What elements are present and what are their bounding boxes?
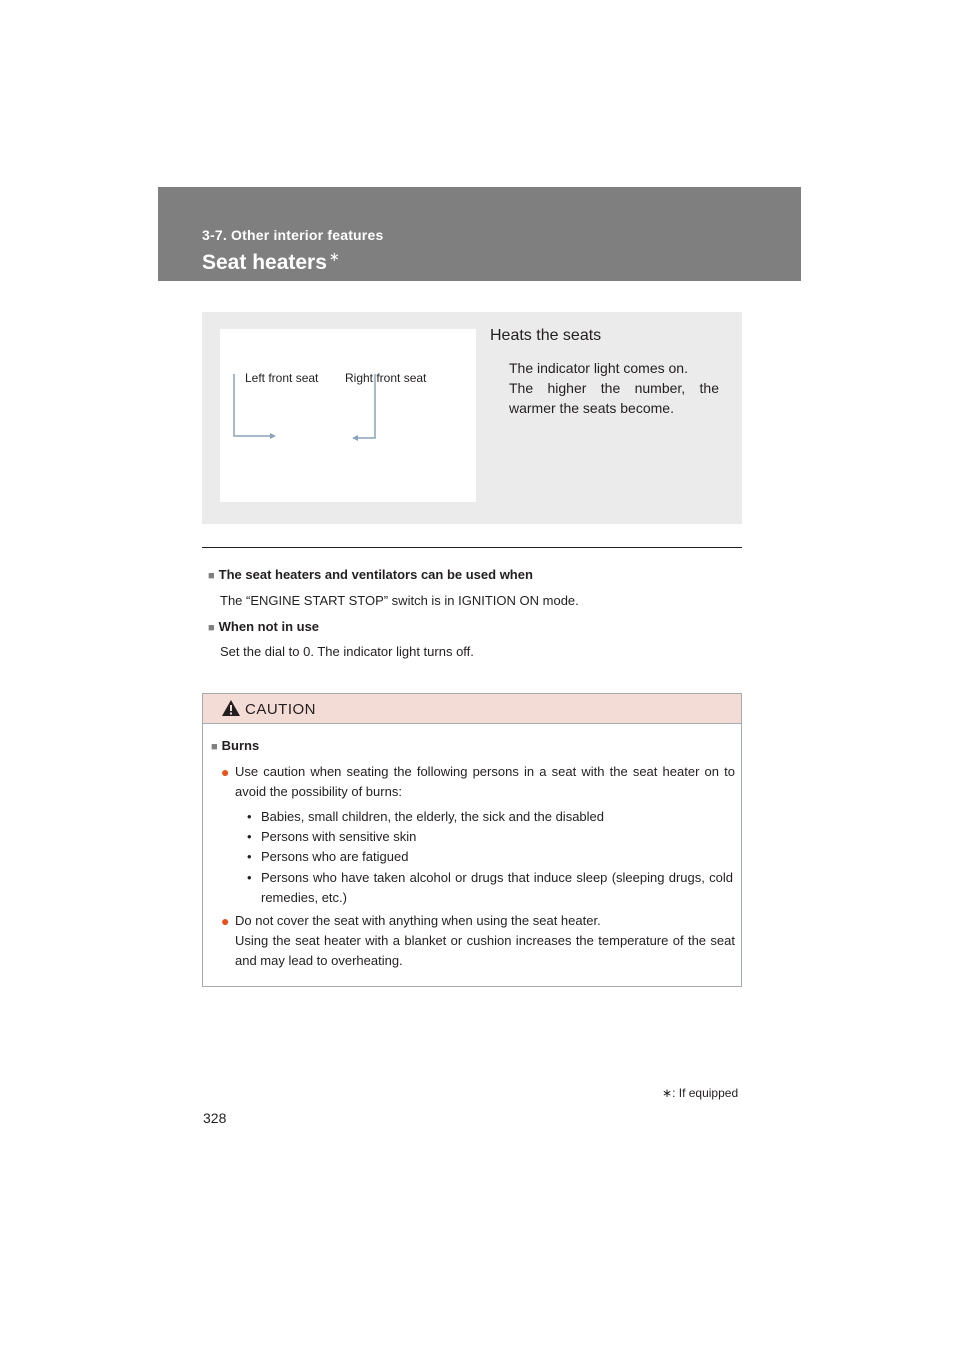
note-heading (208, 619, 319, 634)
section-title: 3-7. Other interior features (202, 227, 384, 243)
figure-desc-line: The higher the number, the (509, 380, 719, 396)
sub-bullet-icon: • (247, 809, 252, 824)
optional-equipment-mark: ∗ (662, 1086, 673, 1100)
sub-bullet-icon: • (247, 849, 252, 864)
figure-heading: Heats the seats (490, 327, 602, 344)
footnote-text: : If equipped (672, 1086, 739, 1100)
note-heading (208, 567, 533, 582)
sub-bullet-icon: • (247, 870, 252, 885)
bullet-dot-icon: ● (221, 764, 230, 780)
optional-equipment-mark: ∗ (328, 249, 340, 264)
page-title-text: Seat heaters (202, 251, 327, 274)
figure-desc-line: warmer the seats become. (509, 400, 674, 416)
caution-title: CAUTION (245, 701, 316, 718)
caution-sub-item (247, 847, 733, 867)
note-body: The “ENGINE START STOP” switch is in IGNITION ON mode. (220, 593, 579, 608)
right-seat-arrowhead (352, 435, 358, 441)
caution-header (203, 694, 741, 724)
divider (202, 547, 742, 548)
caution-sub-item (247, 827, 733, 847)
note-heading-text: When not in use (218, 619, 320, 634)
square-bullet-icon: ■ (211, 741, 218, 753)
note-body: Set the dial to 0. The indicator light turns off. (220, 644, 474, 659)
caution-bullet (221, 911, 735, 971)
page-title (202, 249, 340, 275)
square-bullet-icon: ■ (208, 570, 215, 582)
left-front-seat-label: Left front seat (245, 371, 319, 385)
caution-bullet-text: Do not cover the seat with anything when using the seat heater. (235, 913, 601, 928)
caution-box (202, 693, 742, 987)
illustration-panel (202, 312, 742, 524)
square-bullet-icon: ■ (208, 622, 215, 634)
caution-bullet (221, 762, 735, 802)
caution-bullet-text: Use caution when seating the following persons in a seat with the seat heater on to avoid the possibility of burns: (235, 764, 735, 799)
leader-lines (220, 329, 476, 502)
footnote (662, 1086, 738, 1100)
page-number: 328 (203, 1110, 227, 1126)
warning-triangle-icon (221, 699, 241, 717)
caution-sub-item (247, 807, 733, 827)
figure-desc-line: The indicator light comes on. (509, 360, 688, 376)
note-heading-text: The seat heaters and ventilators can be used when (218, 567, 533, 582)
right-front-seat-label: Right front seat (345, 371, 427, 385)
left-seat-arrowhead (270, 433, 276, 439)
sub-item-text: Babies, small children, the elderly, the sick and the disabled (261, 809, 605, 824)
sub-item-text: Persons with sensitive skin (261, 829, 417, 844)
illustration-area (220, 329, 476, 502)
sub-bullet-icon: • (247, 829, 252, 844)
sub-item-text: Persons who have taken alcohol or drugs that induce sleep (sleeping drugs, cold remedies, etc.) (261, 870, 733, 905)
figure-description (509, 358, 719, 418)
bullet-dot-icon: ● (221, 913, 230, 929)
caution-bullet-text: Using the seat heater with a blanket or cushion increases the temperature of the seat and may lead to overheating. (235, 933, 735, 968)
caution-heading-text: Burns (221, 738, 260, 753)
caution-heading (211, 738, 259, 753)
sub-item-text: Persons who are fatigued (261, 849, 409, 864)
caution-sub-item (247, 868, 733, 908)
page-header-band (158, 187, 801, 281)
